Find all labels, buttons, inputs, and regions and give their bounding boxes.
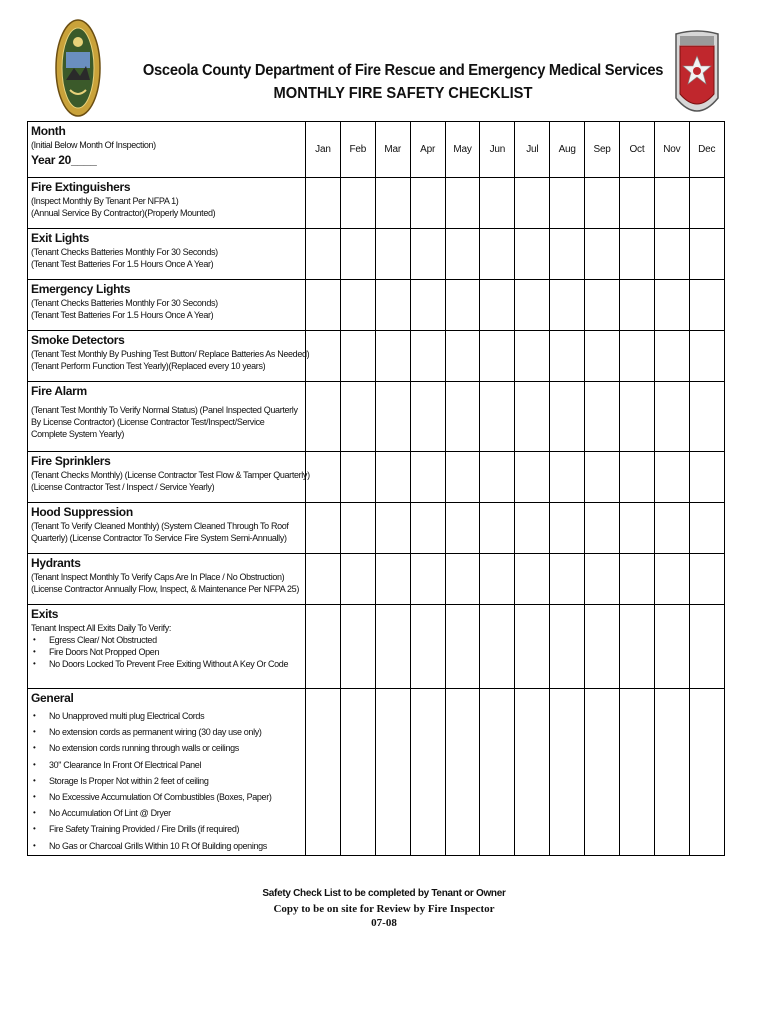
item-cell (28, 331, 310, 382)
item-title: General (31, 691, 74, 705)
check-cell-jan[interactable] (306, 331, 341, 382)
check-cell-oct[interactable] (620, 605, 655, 689)
check-cell-jul[interactable] (515, 229, 550, 280)
check-cell-nov[interactable] (654, 554, 689, 605)
table-row (28, 331, 725, 382)
check-cell-jul[interactable] (515, 382, 550, 452)
county-seal-icon (54, 18, 102, 118)
item-line: (Tenant Test Monthly By Pushing Test Button/ Replace Batteries As Needed) (31, 349, 310, 359)
table-row (28, 229, 725, 280)
list-item: • Storage Is Proper Not within 2 feet of ceiling (31, 773, 302, 789)
item-cell (28, 605, 306, 689)
check-cell-feb[interactable] (340, 382, 375, 452)
check-cell-jan[interactable] (306, 605, 341, 689)
month-header-jan: Jan (306, 122, 341, 178)
check-cell-apr[interactable] (410, 280, 445, 331)
item-title: Hood Suppression (31, 505, 133, 519)
month-label: Month (31, 124, 66, 138)
check-cell-jul[interactable] (515, 554, 550, 605)
item-line: (Inspect Monthly By Tenant Per NFPA 1) (31, 196, 179, 206)
year-label: Year 20____ (31, 153, 97, 167)
item-cell (28, 229, 306, 280)
check-cell-mar[interactable] (375, 331, 410, 382)
check-cell-nov[interactable] (654, 382, 689, 452)
month-header-feb: Feb (340, 122, 375, 178)
check-cell-mar[interactable] (375, 689, 410, 856)
list-item: • Egress Clear/ Not Obstructed (31, 634, 302, 646)
check-cell-may[interactable] (445, 178, 480, 229)
check-cell-sep[interactable] (585, 503, 620, 554)
check-cell-jun[interactable] (480, 382, 515, 452)
check-cell-mar[interactable] (375, 229, 410, 280)
check-cell-apr[interactable] (410, 689, 445, 856)
check-cell-apr[interactable] (410, 382, 445, 452)
check-cell-mar[interactable] (375, 554, 410, 605)
item-line: (Tenant To Verify Cleaned Monthly) (System Cleaned Through To Roof (31, 521, 289, 531)
month-header-jul: Jul (515, 122, 550, 178)
check-cell-feb[interactable] (340, 452, 375, 503)
month-year-header-cell (28, 122, 306, 178)
department-name: Osceola County Department of Fire Rescue and Emergency Medical Services (142, 62, 664, 79)
check-cell-oct[interactable] (620, 331, 655, 382)
month-header-nov: Nov (654, 122, 689, 178)
item-cell (28, 554, 306, 605)
item-cell (28, 178, 306, 229)
check-cell-mar[interactable] (375, 178, 410, 229)
month-header-aug: Aug (550, 122, 585, 178)
check-cell-jun[interactable] (480, 452, 515, 503)
item-paragraph: (Tenant Test Monthly To Verify Normal Status) (Panel Inspected Quarterly By License Contractor) (License Contractor Test/Inspect/Service Complete System Yearly) (31, 405, 298, 439)
check-cell-dec[interactable] (689, 605, 724, 689)
table-row (28, 689, 725, 856)
month-header-mar: Mar (375, 122, 410, 178)
check-cell-mar[interactable] (375, 605, 410, 689)
check-cell-sep[interactable] (585, 605, 620, 689)
table-row (28, 605, 725, 689)
check-cell-may[interactable] (445, 229, 480, 280)
check-cell-may[interactable] (445, 554, 480, 605)
check-cell-feb[interactable] (340, 280, 375, 331)
footer-revision: 07-08 (371, 917, 397, 929)
check-cell-feb[interactable] (340, 229, 375, 280)
check-cell-jun[interactable] (480, 229, 515, 280)
item-line: (License Contractor Annually Flow, Inspect, & Maintenance Per NFPA 25) (31, 584, 299, 594)
item-line: (Annual Service By Contractor)(Properly Mounted) (31, 208, 216, 218)
check-cell-jun[interactable] (480, 503, 515, 554)
list-item: • No Accumulation Of Lint @ Dryer (31, 805, 302, 821)
item-line: (Tenant Perform Function Test Yearly)(Replaced every 10 years) (31, 361, 266, 371)
item-title: Emergency Lights (31, 282, 131, 296)
general-bullet-list (31, 708, 302, 854)
month-note: (Initial Below Month Of Inspection) (31, 140, 156, 150)
item-line: (Tenant Checks Batteries Monthly For 30 Seconds) (31, 298, 218, 308)
check-cell-oct[interactable] (620, 229, 655, 280)
table-row (28, 280, 725, 331)
item-line: (Tenant Test Batteries For 1.5 Hours Once A Year) (31, 259, 214, 269)
list-item: • No Excessive Accumulation Of Combustibles (Boxes, Paper) (31, 789, 302, 805)
check-cell-may[interactable] (445, 382, 480, 452)
check-cell-jul[interactable] (515, 280, 550, 331)
check-cell-may[interactable] (445, 689, 480, 856)
item-title: Exit Lights (31, 231, 90, 245)
item-line: (License Contractor Test / Inspect / Service Yearly) (31, 482, 215, 492)
check-cell-dec[interactable] (689, 178, 724, 229)
check-cell-apr[interactable] (410, 554, 445, 605)
item-line: (Tenant Checks Batteries Monthly For 30 Seconds) (31, 247, 218, 257)
check-cell-sep[interactable] (585, 178, 620, 229)
check-cell-aug[interactable] (550, 689, 585, 856)
month-header-sep: Sep (585, 122, 620, 178)
check-cell-mar[interactable] (375, 382, 410, 452)
footer-line-1: Safety Check List to be completed by Tenant or Owner (262, 888, 506, 899)
check-cell-jan[interactable] (306, 554, 341, 605)
item-line: Quarterly) (License Contractor To Service Fire System Semi-Annually) (31, 533, 287, 543)
list-item: • No Doors Locked To Prevent Free Exiting Without A Key Or Code (31, 658, 302, 670)
check-cell-apr[interactable] (410, 331, 445, 382)
table-row (28, 554, 725, 605)
check-cell-may[interactable] (445, 452, 480, 503)
check-cell-sep[interactable] (585, 229, 620, 280)
item-title: Fire Sprinklers (31, 454, 111, 468)
check-cell-dec[interactable] (689, 554, 724, 605)
item-title: Hydrants (31, 556, 81, 570)
exits-bullet-list (31, 634, 302, 671)
check-cell-dec[interactable] (689, 503, 724, 554)
check-cell-aug[interactable] (550, 503, 585, 554)
list-item: • No extension cords running through walls or ceilings (31, 740, 302, 756)
check-cell-feb[interactable] (340, 178, 375, 229)
check-cell-mar[interactable] (375, 280, 410, 331)
check-cell-oct[interactable] (620, 554, 655, 605)
table-header-row (28, 122, 725, 178)
check-cell-jan[interactable] (306, 280, 341, 331)
table-row (28, 178, 725, 229)
check-cell-apr[interactable] (410, 229, 445, 280)
item-cell (28, 689, 306, 856)
check-cell-jun[interactable] (480, 178, 515, 229)
check-cell-nov[interactable] (654, 689, 689, 856)
check-cell-jun[interactable] (480, 331, 515, 382)
check-cell-oct[interactable] (620, 452, 655, 503)
check-cell-jan[interactable] (306, 503, 341, 554)
check-cell-nov[interactable] (654, 331, 689, 382)
check-cell-aug[interactable] (550, 605, 585, 689)
check-cell-jan[interactable] (306, 452, 341, 503)
check-cell-jan[interactable] (306, 689, 341, 856)
table-row (28, 382, 725, 452)
check-cell-nov[interactable] (654, 452, 689, 503)
check-cell-dec[interactable] (689, 280, 724, 331)
check-cell-sep[interactable] (585, 280, 620, 331)
check-cell-jun[interactable] (480, 605, 515, 689)
check-cell-jun[interactable] (480, 554, 515, 605)
check-cell-sep[interactable] (585, 382, 620, 452)
item-cell (28, 280, 306, 331)
item-cell (28, 503, 306, 554)
check-cell-apr[interactable] (410, 452, 445, 503)
check-cell-apr[interactable] (410, 605, 445, 689)
check-cell-aug[interactable] (550, 280, 585, 331)
check-cell-aug[interactable] (550, 382, 585, 452)
list-item: • Fire Safety Training Provided / Fire Drills (if required) (31, 821, 302, 837)
check-cell-aug[interactable] (550, 178, 585, 229)
check-cell-sep[interactable] (585, 331, 620, 382)
checklist-table (27, 121, 725, 856)
check-cell-mar[interactable] (375, 503, 410, 554)
check-cell-nov[interactable] (654, 605, 689, 689)
item-cell (28, 382, 306, 452)
check-cell-oct[interactable] (620, 382, 655, 452)
check-cell-dec[interactable] (689, 452, 724, 503)
check-cell-sep[interactable] (585, 452, 620, 503)
check-cell-dec[interactable] (689, 331, 724, 382)
list-item: • No Unapproved multi plug Electrical Cords (31, 708, 302, 724)
check-cell-nov[interactable] (654, 229, 689, 280)
check-cell-dec[interactable] (689, 229, 724, 280)
check-cell-may[interactable] (445, 331, 480, 382)
check-cell-may[interactable] (445, 280, 480, 331)
check-cell-nov[interactable] (654, 503, 689, 554)
check-cell-sep[interactable] (585, 689, 620, 856)
check-cell-feb[interactable] (340, 605, 375, 689)
check-cell-feb[interactable] (340, 554, 375, 605)
check-cell-jul[interactable] (515, 452, 550, 503)
check-cell-feb[interactable] (340, 689, 375, 856)
item-line: (Tenant Checks Monthly) (License Contractor Test Flow & Tamper Quarterly) (31, 470, 310, 480)
check-cell-dec[interactable] (689, 689, 724, 856)
table-row (28, 452, 725, 503)
check-cell-feb[interactable] (340, 503, 375, 554)
check-cell-jan[interactable] (306, 178, 341, 229)
list-item: • 30" Clearance In Front Of Electrical Panel (31, 757, 302, 773)
check-cell-aug[interactable] (550, 331, 585, 382)
list-item: • No extension cords as permanent wiring (30 day use only) (31, 724, 302, 740)
check-cell-jul[interactable] (515, 178, 550, 229)
month-header-oct: Oct (620, 122, 655, 178)
check-cell-apr[interactable] (410, 503, 445, 554)
check-cell-apr[interactable] (410, 178, 445, 229)
footer-line-2: Copy to be on site for Review by Fire Inspector (273, 903, 495, 915)
item-cell (28, 452, 310, 503)
check-cell-nov[interactable] (654, 178, 689, 229)
item-title: Exits (31, 607, 59, 621)
list-item: • No Gas or Charcoal Grills Within 10 Ft Of Building openings (31, 838, 302, 854)
check-cell-oct[interactable] (620, 689, 655, 856)
check-cell-jan[interactable] (306, 229, 341, 280)
item-title: Fire Alarm (31, 384, 87, 398)
item-title: Fire Extinguishers (31, 180, 131, 194)
item-title: Smoke Detectors (31, 333, 125, 347)
item-intro: Tenant Inspect All Exits Daily To Verify: (31, 623, 172, 633)
item-line: (Tenant Test Batteries For 1.5 Hours Once A Year) (31, 310, 214, 320)
check-cell-aug[interactable] (550, 554, 585, 605)
check-cell-jul[interactable] (515, 503, 550, 554)
document-footer (0, 888, 768, 929)
list-item: • Fire Doors Not Propped Open (31, 646, 302, 658)
table-row (28, 503, 725, 554)
check-cell-oct[interactable] (620, 503, 655, 554)
check-cell-mar[interactable] (375, 452, 410, 503)
check-cell-jul[interactable] (515, 605, 550, 689)
check-cell-jul[interactable] (515, 331, 550, 382)
check-cell-jun[interactable] (480, 280, 515, 331)
document-header (120, 62, 686, 103)
check-cell-may[interactable] (445, 503, 480, 554)
check-cell-dec[interactable] (689, 382, 724, 452)
check-cell-oct[interactable] (620, 178, 655, 229)
check-cell-sep[interactable] (585, 554, 620, 605)
item-line: (Tenant Inspect Monthly To Verify Caps Are In Place / No Obstruction) (31, 572, 285, 582)
check-cell-jul[interactable] (515, 689, 550, 856)
check-cell-nov[interactable] (654, 280, 689, 331)
document-title: MONTHLY FIRE SAFETY CHECKLIST (273, 85, 533, 102)
month-header-apr: Apr (410, 122, 445, 178)
month-header-jun: Jun (480, 122, 515, 178)
check-cell-jan[interactable] (306, 382, 341, 452)
month-header-dec: Dec (689, 122, 724, 178)
check-cell-aug[interactable] (550, 452, 585, 503)
check-cell-aug[interactable] (550, 229, 585, 280)
month-header-may: May (445, 122, 480, 178)
check-cell-jun[interactable] (480, 689, 515, 856)
check-cell-oct[interactable] (620, 280, 655, 331)
check-cell-may[interactable] (445, 605, 480, 689)
check-cell-feb[interactable] (340, 331, 375, 382)
